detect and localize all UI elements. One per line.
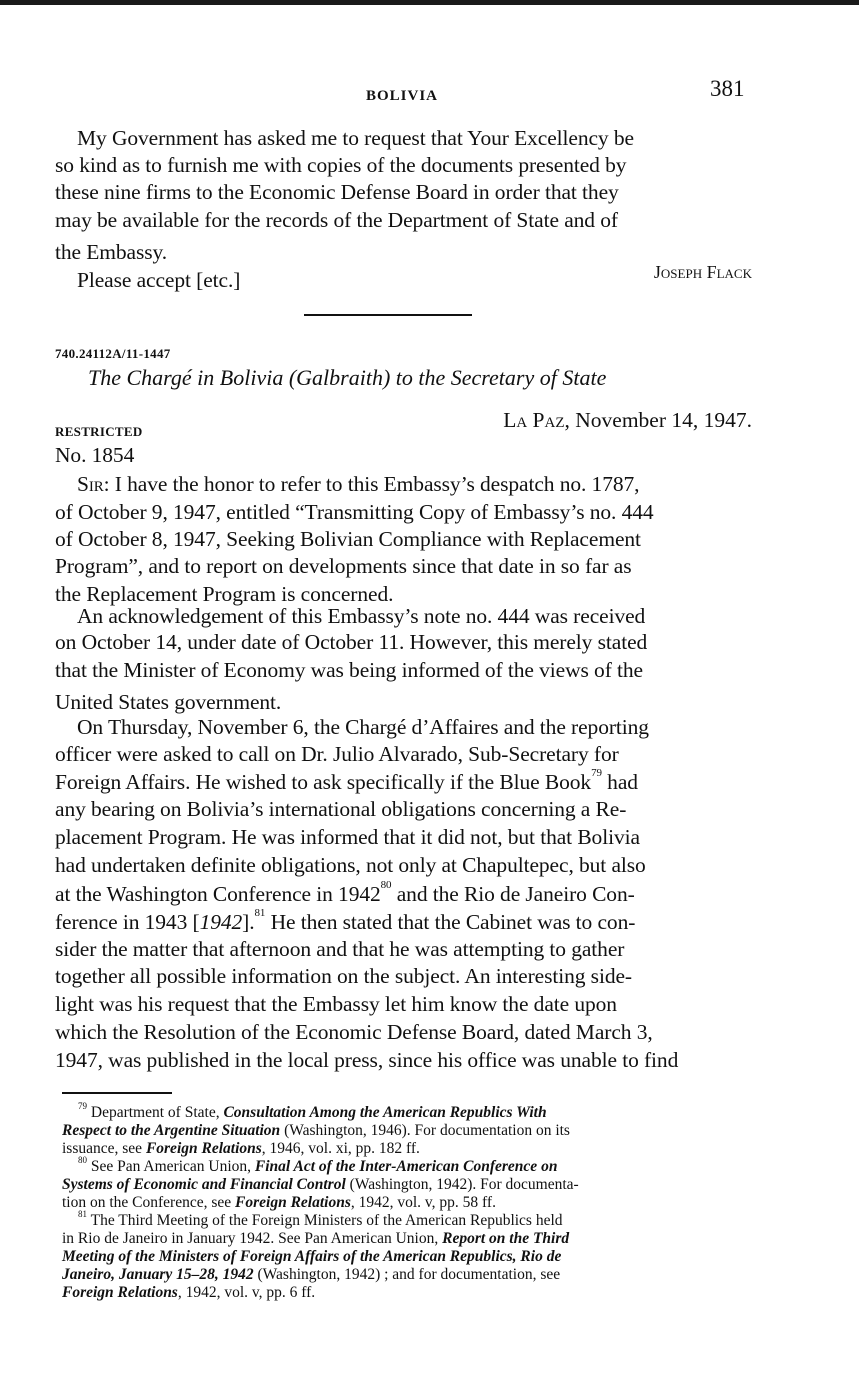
para2-line: that the Minister of Economy was being informed of the views of the [55, 658, 643, 682]
para3-line: together all possible information on the subject. An interesting side- [55, 964, 632, 988]
para3-line: placement Program. He was informed that it did not, but that Bolivia [55, 825, 640, 849]
para3-line: On Thursday, November 6, the Chargé d’Affaires and the reporting [77, 715, 649, 739]
footnote-79-line: issuance, see Foreign Relations, 1946, vol. xi, pp. 182 ff. [62, 1140, 420, 1157]
para1-line: of October 8, 1947, Seeking Bolivian Compliance with Replacement [55, 527, 641, 551]
section-divider [304, 314, 472, 316]
footnote-80-line: Systems of Economic and Financial Control (Washington, 1942). For documenta- [62, 1176, 579, 1193]
running-title: BOLIVIA [366, 88, 439, 104]
scan-top-border [0, 0, 859, 5]
footnote-81-line: Meeting of the Ministers of Foreign Affairs of the American Republics, Rio de [62, 1248, 562, 1265]
footnote-81-line: Foreign Relations, 1942, vol. v, pp. 6 ff. [62, 1284, 316, 1301]
para3-line: had undertaken definite obligations, not only at Chapultepec, but also [55, 853, 646, 877]
para3-line: Foreign Affairs. He wished to ask specifically if the Blue Book$^{79}$ had [55, 767, 638, 794]
footnote-rule [62, 1092, 172, 1094]
para1-line: Sir: I have the honor to refer to this Embassy’s despatch no. 1787, [77, 472, 640, 496]
para3-line: any bearing on Bolivia’s international obligations concerning a Re- [55, 797, 627, 821]
letter-line: these nine firms to the Economic Defense Board in order that they [55, 180, 619, 204]
para3-line: at the Washington Conference in 1942$^{80}$ and the Rio de Janeiro Con- [55, 879, 635, 906]
letter-line: My Government has asked me to request that Your Excellency be [77, 126, 634, 150]
footnote-81-line: Janeiro, January 15–28, 1942 (Washington, 1942) ; and for documentation, see [62, 1266, 561, 1283]
page-number: 381 [710, 76, 745, 101]
footnote-79: $^{79}$ Department of State, Consultation Among the American Republics With [78, 1101, 547, 1121]
file-number: 740.24112A/11-1447 [55, 346, 171, 361]
para3-line: light was his request that the Embassy let him know the date upon [55, 992, 617, 1016]
letter-line: so kind as to furnish me with copies of the documents presented by [55, 153, 627, 177]
signature: Joseph Flack [653, 262, 752, 282]
letter-line: may be available for the records of the Department of State and of [55, 208, 618, 232]
classification-label: RESTRICTED [55, 424, 143, 439]
footnote-ref-80: 80 [380, 879, 392, 891]
footnote-79-line: Respect to the Argentine Situation (Washington, 1946). For documentation on its [62, 1122, 570, 1139]
footnote-81: $^{81}$ The Third Meeting of the Foreign Ministers of the American Republics held [78, 1209, 563, 1229]
date: , November 14, 1947. [564, 408, 752, 432]
letter-closing: Please accept [etc.] [77, 268, 241, 292]
para1-line: the Replacement Program is concerned. [55, 582, 394, 606]
para1-line: of October 9, 1947, entitled “Transmitting Copy of Embassy’s no. 444 [55, 500, 654, 524]
para2-line: An acknowledgement of this Embassy’s note no. 444 was received [77, 604, 646, 628]
para2-line: United States government. [55, 690, 282, 714]
para3-line: which the Resolution of the Economic Defense Board, dated March 3, [55, 1020, 653, 1044]
para1-line: Program”, and to report on developments since that date in so far as [55, 554, 632, 578]
footnote-ref-79: 79 [591, 767, 602, 779]
document-heading: The Chargé in Bolivia (Galbraith) to the Secretary of State [88, 365, 607, 390]
salutation: Sir: [77, 472, 110, 496]
para3-line: 1947, was published in the local press, since his office was unable to find [55, 1048, 679, 1072]
place-date [503, 408, 752, 433]
para3-line: ference in 1943 [1942].$^{81}$ He then stated that the Cabinet was to con- [55, 907, 636, 934]
para2-line: on October 14, under date of October 11. However, this merely stated [55, 630, 648, 654]
footnote-80: $^{80}$ See Pan American Union, Final Act of the Inter-American Conference on [78, 1155, 558, 1175]
para3-line: sider the matter that afternoon and that he was attempting to gather [55, 937, 625, 961]
footnote-ref-81: 81 [254, 907, 266, 919]
footnote-80-line: tion on the Conference, see Foreign Relations, 1942, vol. v, pp. 58 ff. [62, 1194, 496, 1211]
despatch-number: No. 1854 [55, 443, 135, 467]
place: La Paz [503, 408, 565, 432]
para3-line: officer were asked to call on Dr. Julio Alvarado, Sub-Secretary for [55, 742, 619, 766]
footnote-81-line: in Rio de Janeiro in January 1942. See Pan American Union, Report on the Third [62, 1230, 570, 1247]
letter-line: the Embassy. [55, 240, 168, 264]
